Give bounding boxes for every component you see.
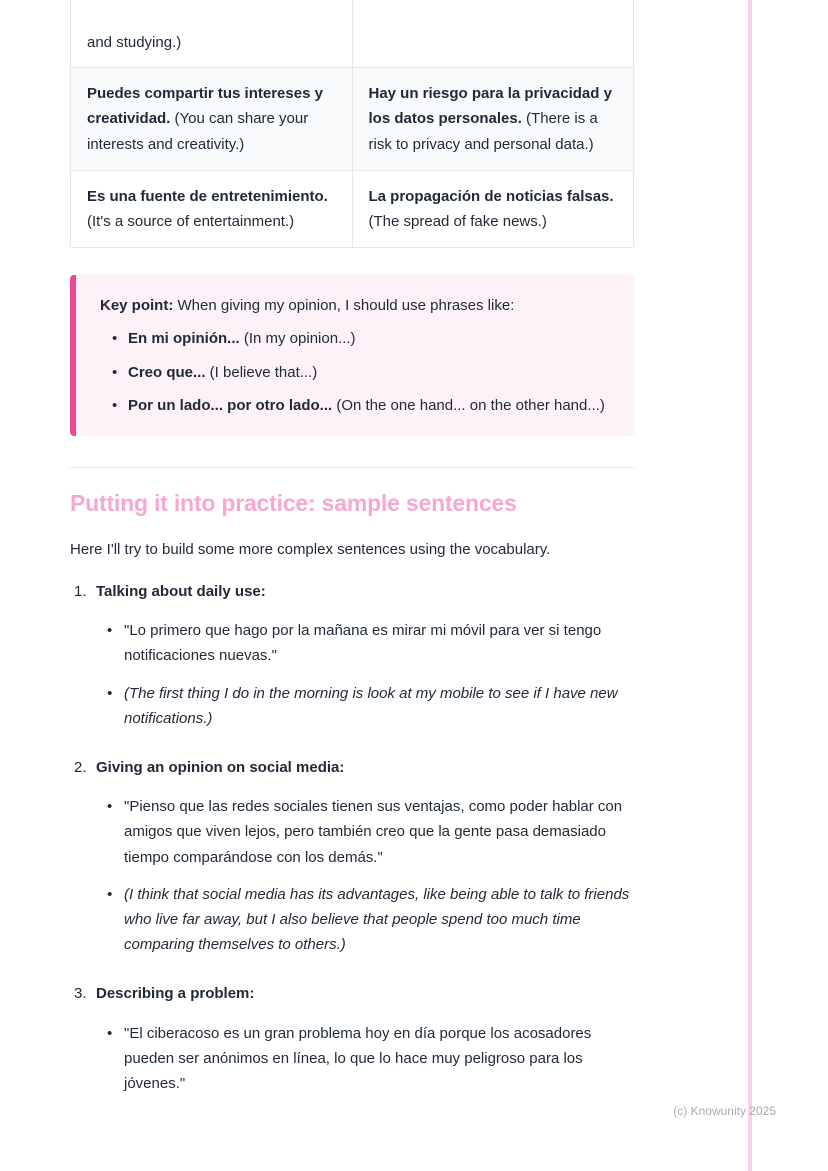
table-cell-left xyxy=(71,68,353,171)
section-divider xyxy=(70,467,634,468)
phrase-bold: Por un lado... por otro lado... xyxy=(128,396,333,414)
section-intro: Here I'll try to build some more complex sentences using the vocabulary. xyxy=(70,540,551,558)
cell-translation: (There is a risk to privacy and personal data.) xyxy=(368,110,598,153)
list-item xyxy=(110,326,610,351)
cell-translation: (You can share your interests and creativity.) xyxy=(87,110,309,153)
example-item xyxy=(70,579,634,731)
example-number: 2. xyxy=(74,759,87,776)
cell-bold-text: Hay un riesgo para la privacidad y los datos personales. xyxy=(368,85,612,128)
phrase-translation: (On the one hand... on the other hand...) xyxy=(332,396,605,414)
pros-cons-table xyxy=(70,0,634,248)
cell-bold-text: La propagación de noticias falsas. xyxy=(368,187,614,205)
example-sentence: • "Lo primero que hago por la mañana es mirar mi móvil para ver si tengo notificaciones nuevas." xyxy=(107,618,634,668)
examples-list xyxy=(70,579,634,1096)
key-point-callout xyxy=(70,275,634,436)
table-cell-right xyxy=(352,0,634,68)
callout-lead xyxy=(100,293,610,318)
page-edge-accent-line xyxy=(748,0,752,1171)
cell-translation: (It's a source of entertainment.) xyxy=(87,212,295,230)
document-content xyxy=(70,0,634,1096)
phrase-translation: (In my opinion...) xyxy=(239,330,356,348)
cell-bold-text: Puedes compartir tus intereses y creatividad. xyxy=(87,85,323,128)
table-cell-right xyxy=(352,170,634,247)
example-number: 3. xyxy=(74,985,87,1003)
table-row xyxy=(71,68,634,171)
cell-translation: (The spread of fake news.) xyxy=(368,212,547,230)
callout-lead-text: When giving my opinion, I should use phrases like: xyxy=(173,297,515,315)
table-cell-right xyxy=(352,68,634,171)
section-heading: Putting it into practice: sample sentences xyxy=(70,489,517,516)
example-translation: • (The first thing I do in the morning is look at my mobile to see if I have new notifications.) xyxy=(107,681,634,731)
example-title-text: Giving an opinion on social media: xyxy=(96,759,345,776)
cell-translation: and studying.) xyxy=(87,34,182,51)
phrase-bold: En mi opinión... xyxy=(128,330,240,348)
example-bullets xyxy=(107,618,634,731)
list-item xyxy=(110,393,610,418)
table-cell-left xyxy=(71,0,353,68)
example-title-text: Talking about daily use: xyxy=(96,583,266,601)
example-item xyxy=(70,981,634,1096)
table-row xyxy=(71,0,634,68)
example-title xyxy=(70,579,634,604)
example-title xyxy=(70,981,634,1006)
example-bullets xyxy=(107,794,634,957)
example-title-text: Describing a problem: xyxy=(96,985,255,1003)
callout-lead-bold: Key point: xyxy=(100,297,174,315)
example-translation: • (I think that social media has its advantages, like being able to talk to friends who live far away, but I also believe that people spend too much time comparing themselves to others.) xyxy=(107,882,634,958)
cell-bold-text: Es una fuente de entretenimiento. xyxy=(87,187,328,205)
example-item xyxy=(70,755,634,957)
example-sentence: • "El ciberacoso es un gran problema hoy en día porque los acosadores pueden ser anónimos en línea, lo que lo hace muy peligroso para los jóvenes." xyxy=(107,1021,634,1097)
example-title xyxy=(70,755,634,780)
table-cell-left xyxy=(71,170,353,247)
example-bullets xyxy=(107,1021,634,1097)
example-number: 1. xyxy=(74,583,87,601)
phrase-bold: Creo que... xyxy=(128,363,206,381)
list-item xyxy=(110,360,610,385)
example-sentence: • "Pienso que las redes sociales tienen sus ventajas, como poder hablar con amigos que viven lejos, pero también creo que la gente pasa demasiado tiempo comparándose con los demás." xyxy=(107,794,634,870)
callout-list xyxy=(100,326,610,418)
phrase-translation: (I believe that...) xyxy=(205,363,318,381)
table-row xyxy=(71,170,634,247)
watermark: (c) Knowunity 2025 xyxy=(673,1104,776,1118)
